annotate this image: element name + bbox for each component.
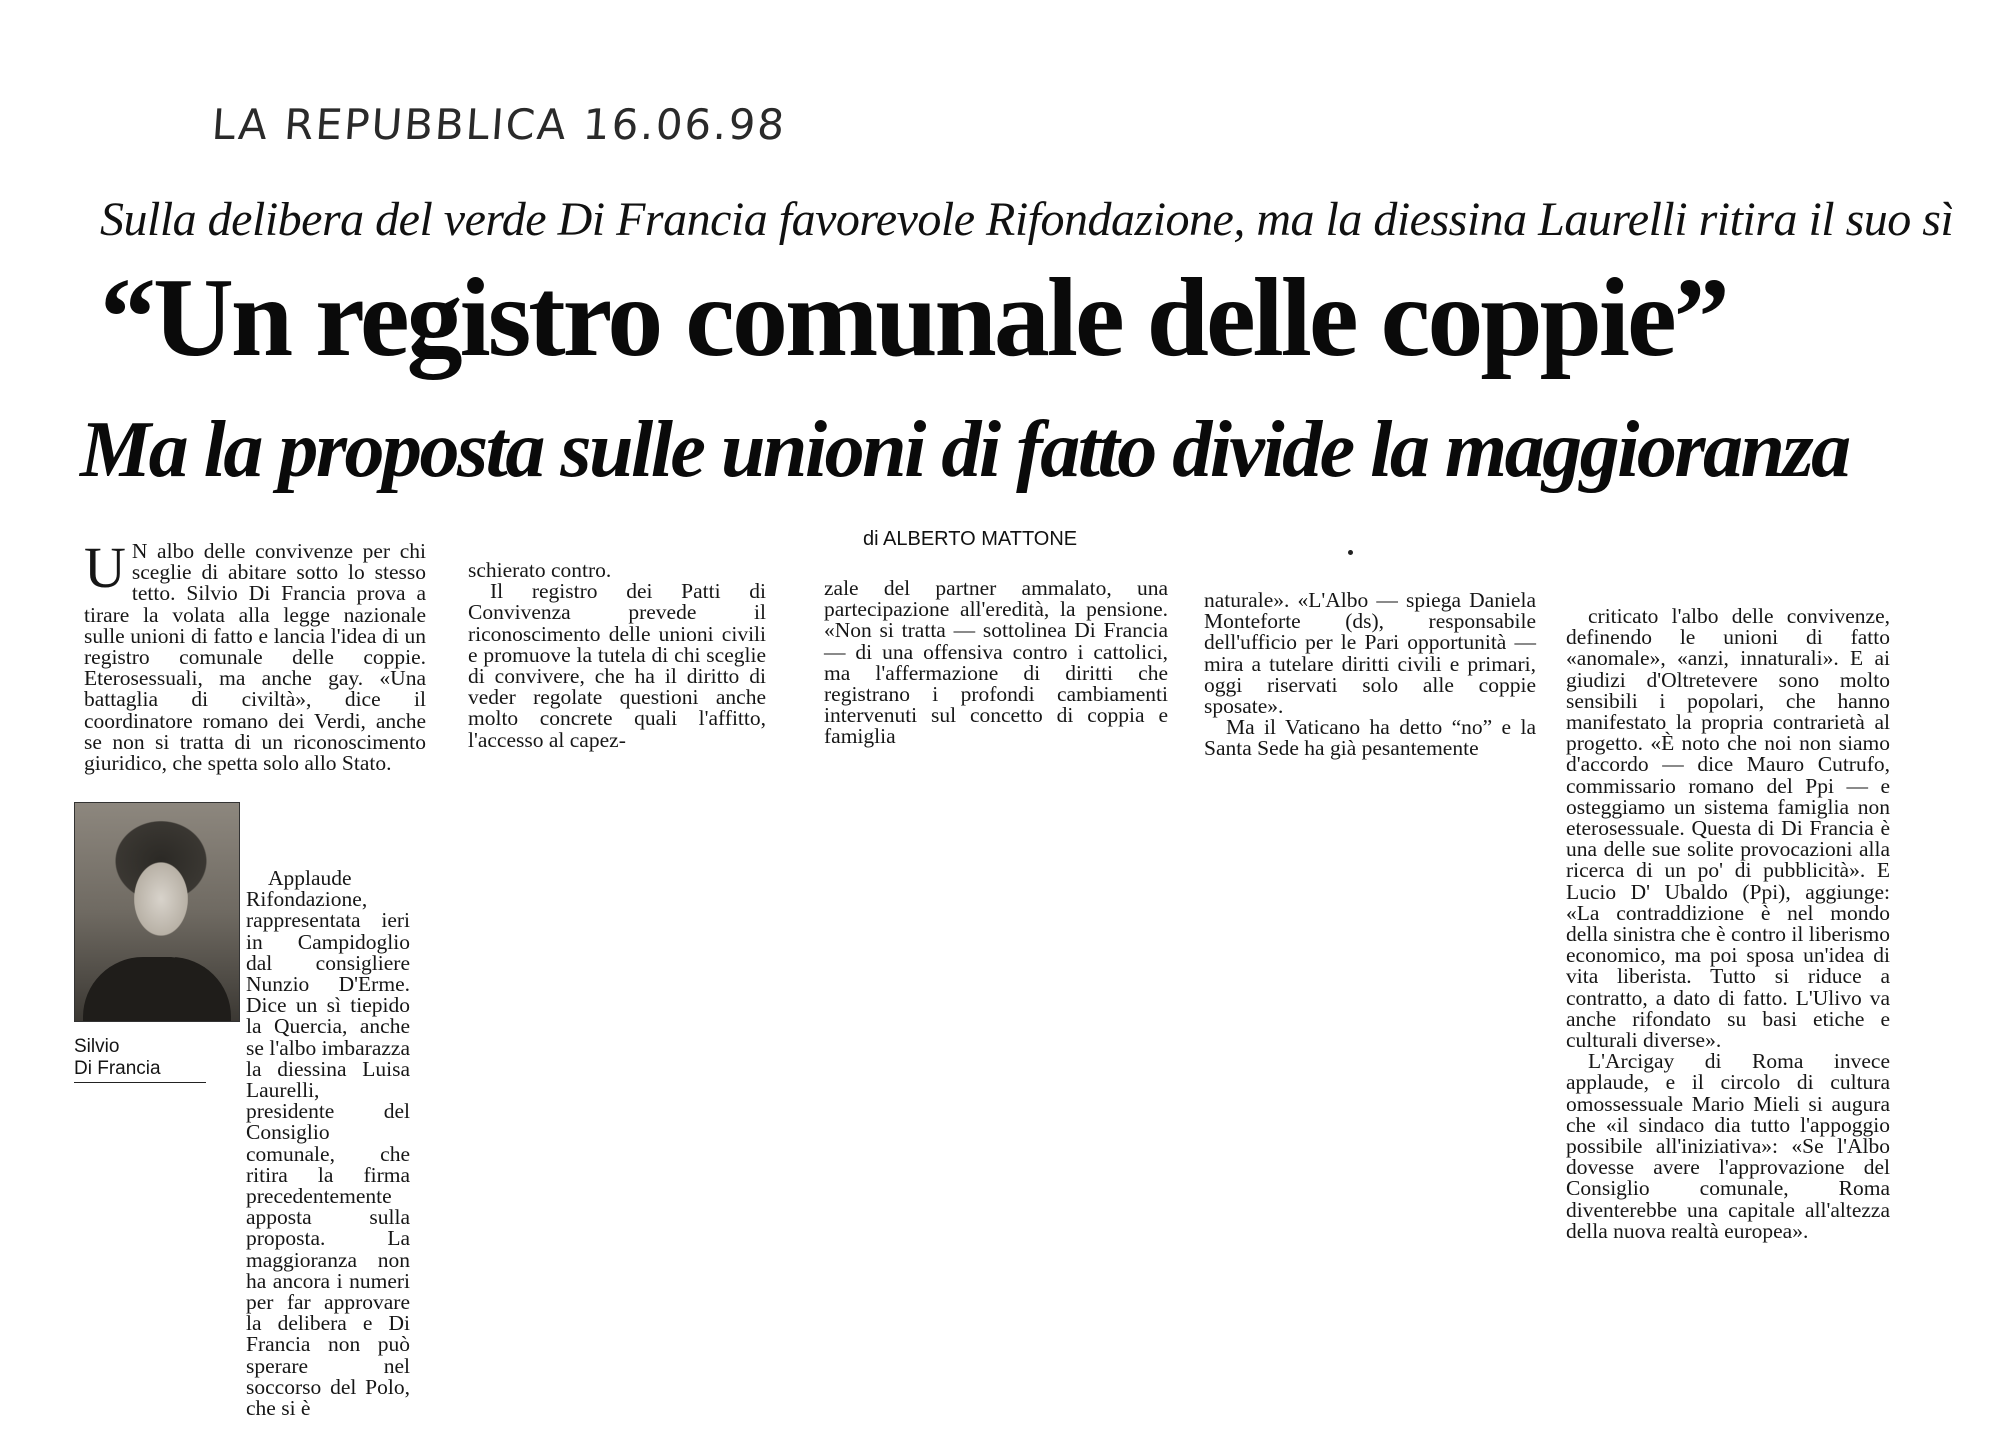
article-column-1 bbox=[84, 535, 426, 776]
article-column-4 bbox=[1204, 590, 1536, 760]
handwritten-source-note: LA REPUBBLICA 16.06.98 bbox=[210, 100, 788, 149]
column-4-paragraph-1: naturale». «L'Albo — spiega Daniela Monteforte (ds), responsabile dell'ufficio per le Pari opportunità — mira a tutelare diritti civili e primari, oggi riservati solo alle coppie sposate». bbox=[1204, 588, 1536, 719]
caption-line-2: Di Francia bbox=[74, 1058, 161, 1079]
column-5-paragraph-2: L'Arcigay di Roma invece applaude, e il circolo di cultura omossessuale Mario Mieli si augura che «il sindaco dia tutto l'appoggio possibile all'iniziativa»: «Se l'Albo dovesse avere l'approvazione del Consiglio comunale, Roma diventerebbe una capitale all'altezza della nuova realtà europea». bbox=[1566, 1049, 1890, 1243]
caption-line-1: Silvio bbox=[74, 1036, 120, 1057]
print-speck bbox=[1348, 550, 1353, 555]
article-subheadline: Ma la proposta sulle unioni di fatto divide la maggioranza bbox=[80, 406, 1849, 494]
column-1-paragraph-2: Applaude Rifondazione, rappresentata ieri in Campidoglio dal consigliere Nunzio D'Erme. Dice un sì tiepido la Quercia, anche se l'albo imbarazza la diessina Luisa Laurelli, presidente del Consiglio comunale, che ritira la firma precedentemente apposta sulla proposta. La maggioranza non ha ancora i numeri per far approvare la delibera e Di Francia non può sperare nel soccorso del Polo, che si è bbox=[246, 866, 410, 1421]
column-5-paragraph-1: criticato l'albo delle convivenze, definendo le unioni di fatto «anomale», «anzi, innaturali». E ai giudizi d'Oltretevere sono molto sensibili i popolari, che hanno manifestato la propria contrarietà al progetto. «È noto che noi non siamo d'accordo — dice Mauro Cutrufo, commissario romano del Ppi — e osteggiamo un sistema famiglia non eterosessuale. Questa di Di Francia è una delle sue solite provocazioni alla ricerca di un po' di pubblicità». E Lucio D' Ubaldo (Ppi), aggiunge: «La contraddizione è nel mondo della sinistra che è contro il liberismo economico, ma poi sposa un'idea di vita liberista. Tutto si riduce a contratto, a dato di fatto. L'Ulivo va anche rifondato su basi etiche e culturali diverse». bbox=[1566, 604, 1890, 1053]
article-column-1-continued bbox=[246, 868, 410, 1419]
article-headline: “Un registro comunale delle coppie” bbox=[100, 256, 1727, 380]
article-column-2 bbox=[468, 560, 766, 751]
photo-caption bbox=[74, 1036, 206, 1083]
column-1-lead: N albo delle convivenze per chi sceglie di abitare sotto lo stesso tetto. Silvio Di Francia prova a tirare la volata alla legge nazionale sulle unioni di fatto e lancia l'idea di un registro comunale delle coppie. Eterosessuali, ma anche gay. «Una battaglia di civiltà», dice il coordinatore romano dei Verdi, anche se non si tratta di un riconoscimento giuridico, che spetta solo allo Stato. bbox=[84, 539, 426, 776]
article-column-5 bbox=[1566, 606, 1890, 1242]
column-2-paragraph-2: Il registro dei Patti di Convivenza prevede il riconoscimento delle unioni civili e promuove la tutela di chi sceglie di convivere, che ha il diritto di veder regolate questioni anche molto concrete quali l'affitto, l'accesso al capez- bbox=[468, 579, 766, 752]
column-2-paragraph-1: schierato contro. bbox=[468, 558, 612, 582]
article-column-3 bbox=[824, 578, 1168, 748]
column-4-paragraph-2: Ma il Vaticano ha detto “no” e la Santa Sede ha già pesantemente bbox=[1204, 715, 1536, 761]
column-3-paragraph-1: zale del partner ammalato, una partecipazione all'eredità, la pensione. «Non si tratta — sottolinea Di Francia — di una offensiva contro i cattolici, ma l'affermazione di diritti che registrano i profondi cambiamenti intervenuti sul concetto di coppia e famiglia bbox=[824, 576, 1168, 749]
photo-block bbox=[74, 802, 238, 1083]
portrait-photo bbox=[74, 802, 240, 1022]
article-kicker: Sulla delibera del verde Di Francia favorevole Rifondazione, ma la diessina Laurelli ritira il suo sì bbox=[100, 193, 1954, 246]
article-byline: di ALBERTO MATTONE bbox=[863, 528, 1078, 550]
drop-cap: U bbox=[84, 535, 126, 600]
portrait-jacket bbox=[83, 957, 231, 1022]
